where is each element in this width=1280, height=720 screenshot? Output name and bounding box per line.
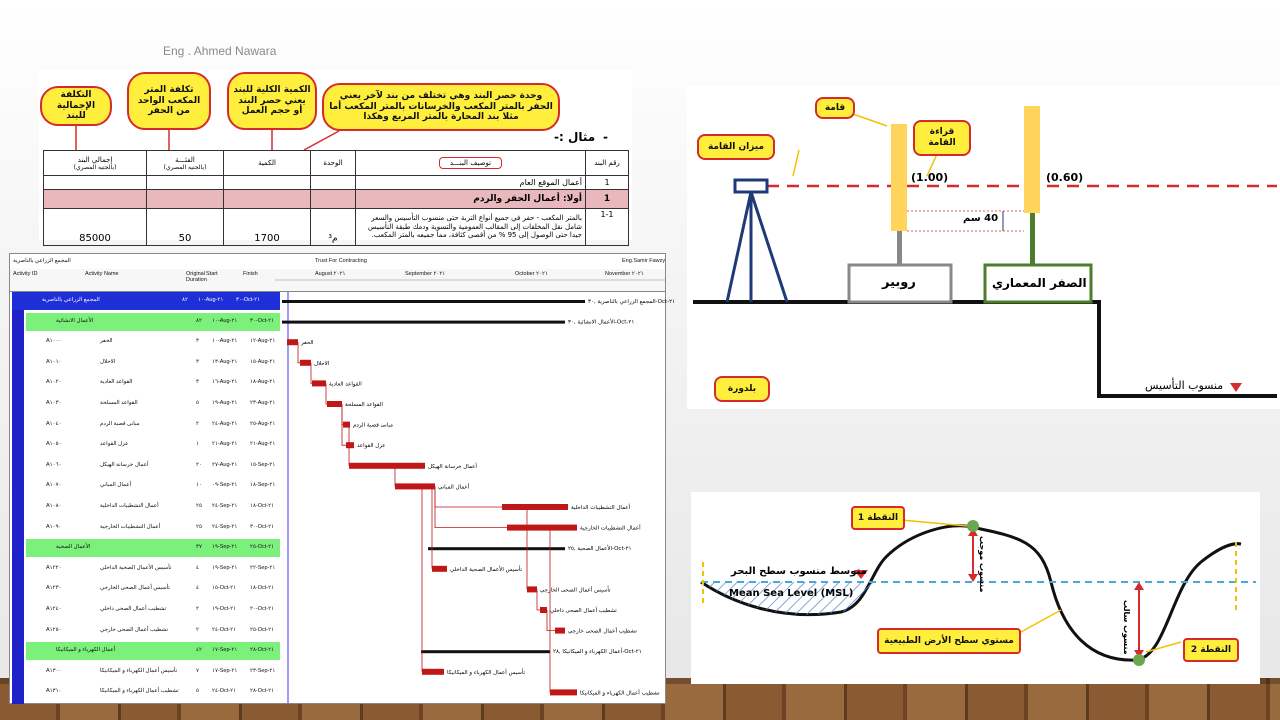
finish-date: ٢٣-Aug-٢١ bbox=[250, 400, 276, 406]
activity-id: A١٠٩٠ bbox=[46, 523, 62, 530]
author-caption: Eng . Ahmed Nawara bbox=[163, 44, 277, 58]
activity-id: A١٢٥٠ bbox=[46, 626, 62, 633]
task-bar bbox=[300, 360, 311, 366]
boq-panel bbox=[39, 70, 632, 244]
gantt-wbs-row[interactable] bbox=[26, 313, 280, 331]
gantt-task-row[interactable] bbox=[26, 663, 280, 681]
cell-total: 85000 bbox=[44, 209, 147, 246]
finish-date: ٣٠-Oct-٢١ bbox=[236, 297, 261, 303]
finish-date: ١٥-Sep-٢١ bbox=[250, 461, 276, 468]
finish-date: ١٨-Aug-٢١ bbox=[250, 379, 276, 386]
label-staff-reading: قراءة القامة bbox=[913, 120, 971, 156]
duration: ٣ bbox=[196, 338, 199, 345]
finish-date: ١٨-Oct-٢١ bbox=[250, 503, 275, 509]
finish-date: ٢٢-Sep-٢١ bbox=[250, 564, 276, 571]
col-price: الفئـــة (بالجنيه المصري) bbox=[147, 151, 224, 176]
duration: ٣٧ bbox=[196, 544, 202, 551]
label-point-2: النقطة 2 bbox=[1183, 638, 1239, 662]
leveling-diagram bbox=[687, 86, 1280, 409]
start-date: ١٣-Aug-٢١ bbox=[212, 358, 238, 365]
duration: ٢٥ bbox=[196, 523, 202, 530]
label-msl-en: Mean Sea Level (MSL) bbox=[729, 588, 854, 599]
bar-label: الأعمال الصحية ,٢٥-Oct-٢١ bbox=[568, 546, 632, 553]
activity-name: القواعد المسلحة bbox=[100, 400, 138, 406]
summary-bar bbox=[428, 547, 565, 550]
col-qty: الكمية bbox=[224, 151, 311, 176]
dependency-line bbox=[311, 363, 312, 384]
bar-label: مبانى قصبة الردم bbox=[353, 422, 393, 429]
bar-label: الأعمال الانشائية ,٣٠-Oct-٢١ bbox=[568, 319, 635, 326]
finish-date: ٢٥-Oct-٢١ bbox=[250, 626, 275, 633]
label-rubber: روبير bbox=[882, 275, 916, 290]
gantt-wbs-row[interactable] bbox=[26, 642, 280, 660]
gantt-wbs-row[interactable] bbox=[12, 292, 280, 310]
level-instrument-icon bbox=[727, 180, 787, 302]
task-bar bbox=[540, 607, 547, 613]
start-date: ١٧-Sep-٢١ bbox=[212, 667, 238, 674]
activity-name: أعمال التشطيبات الخارجية bbox=[100, 523, 161, 530]
duration: ٥ bbox=[196, 400, 199, 406]
diff-label: 40 سم bbox=[963, 213, 999, 224]
gantt-task-row[interactable] bbox=[26, 354, 280, 372]
leveling-panel bbox=[687, 86, 1280, 409]
start-date: ٢٤-Sep-٢١ bbox=[212, 503, 238, 509]
label-foundation: منسوب التأسيس bbox=[1145, 379, 1224, 392]
activity-id: الأعمال الصحية bbox=[56, 544, 91, 551]
summary-bar bbox=[421, 650, 550, 653]
finish-date: ٢٨-Oct-٢١ bbox=[250, 688, 275, 695]
finish-date: ١٨-Sep-٢١ bbox=[250, 482, 276, 489]
point-2-marker bbox=[1133, 654, 1145, 666]
start-date: ١٩-Oct-٢١ bbox=[212, 606, 237, 612]
gantt-task-row[interactable] bbox=[26, 477, 280, 495]
msl-panel bbox=[691, 492, 1260, 684]
activity-id: A١٣٠٠ bbox=[46, 667, 62, 674]
task-bar bbox=[327, 401, 342, 407]
timescale: August ٢٠٢١ September ٢٠٢١ October ٢٠٢١ November ٢٠٢١ bbox=[315, 271, 644, 277]
start-date: ٠٩-Sep-٢١ bbox=[212, 482, 238, 489]
task-bar bbox=[527, 586, 537, 592]
duration: ٢٠ bbox=[196, 461, 202, 468]
bar-label: الاحلال bbox=[314, 360, 330, 367]
start-date: ٢١-Aug-٢١ bbox=[212, 441, 238, 448]
activity-name: الاحلال bbox=[100, 358, 116, 365]
activity-name: تشطيب أعمال الصحى خارجي bbox=[100, 626, 169, 633]
activity-name: تأسيس أعمال الكهرباء و الميكانيكا bbox=[100, 667, 178, 674]
start-date: ١٩-Sep-٢١ bbox=[212, 564, 238, 571]
reading-2: (0.60) bbox=[1046, 171, 1084, 184]
duration: ١٠ bbox=[196, 482, 202, 489]
cell-no: 1-1 bbox=[586, 209, 629, 246]
activity-id: A١٠٣٠ bbox=[46, 400, 62, 406]
start-date: ١٠-Aug-٢١ bbox=[198, 297, 224, 303]
bubble-unit: وحدة حصر البند وهي تختلف من بند لآخر يعني الحفر بالمتر المكعب والخرسانات بالمتر المكعب أما مثلا بند المحارة بالمتر المربع وهكذا bbox=[322, 83, 560, 131]
label-staff: قامة bbox=[815, 97, 855, 119]
finish-date: ١٢-Aug-٢١ bbox=[250, 338, 276, 345]
gantt-task-row[interactable] bbox=[26, 457, 280, 475]
start-date: ١٧-Sep-٢١ bbox=[212, 647, 238, 654]
duration: ٥ bbox=[196, 688, 199, 695]
label-positive: منسوب موجب bbox=[978, 536, 987, 593]
task-bar bbox=[287, 339, 298, 345]
gantt-task-row[interactable] bbox=[26, 498, 280, 516]
duration: ٣ bbox=[196, 379, 199, 386]
finish-date: ٢٥-Aug-٢١ bbox=[250, 420, 276, 427]
gantt-outline-bar bbox=[12, 292, 24, 704]
bar-label: تشطيب أعمال الصحى داخلي bbox=[550, 608, 617, 614]
cell-qty: 1700 bbox=[224, 209, 311, 246]
label-baldora: بلدورة bbox=[714, 376, 770, 402]
bar-label: المجمع الزراعي بالناصرية ,٣٠-Oct-٢١ bbox=[588, 299, 676, 305]
finish-date: ٢٣-Sep-٢١ bbox=[250, 667, 276, 674]
label-level-instrument: ميزان القامة bbox=[697, 134, 775, 160]
start-date: ١٠-Aug-٢١ bbox=[212, 338, 238, 345]
task-bar bbox=[422, 669, 444, 675]
finish-date: ١٨-Oct-٢١ bbox=[250, 585, 275, 592]
bubble-total-cost: التكلفة الإجمالية للبند bbox=[40, 86, 112, 126]
dependency-line bbox=[298, 342, 300, 363]
staff-rod-icon-2 bbox=[985, 106, 1091, 302]
activity-name: أعمال المباني bbox=[100, 482, 132, 489]
activity-id: A١٣١٠ bbox=[46, 688, 62, 695]
start-date: ٢٤-Aug-٢١ bbox=[212, 420, 238, 427]
activity-id: A١٢٣٠ bbox=[46, 585, 62, 592]
col-duration: Original Duration bbox=[186, 271, 207, 283]
activity-name: تأسيس الأعمال الصحية الداخلي bbox=[100, 564, 172, 571]
finish-date: ٢٨-Oct-٢١ bbox=[250, 647, 275, 654]
summary-bar bbox=[282, 321, 565, 324]
activity-name: عزل القواعد bbox=[100, 441, 129, 448]
activity-id: A١٠٠٠ bbox=[46, 338, 62, 345]
duration: ٣ bbox=[196, 358, 199, 365]
activity-id: A١٠٥٠ bbox=[46, 441, 62, 448]
finish-date: ٣٠-Oct-٢١ bbox=[250, 317, 275, 324]
bar-label: القواعد العادية bbox=[329, 381, 362, 388]
gantt-task-row[interactable] bbox=[26, 519, 280, 537]
duration: ٢ bbox=[196, 626, 199, 633]
bar-label: أعمال المباني bbox=[438, 484, 470, 491]
finish-date: ٢٠-Oct-٢١ bbox=[250, 606, 275, 612]
point-1-marker bbox=[967, 520, 979, 532]
dependency-line bbox=[432, 486, 435, 568]
start-date: ٢٤-Oct-٢١ bbox=[212, 626, 237, 633]
activity-id: A١٠٦٠ bbox=[46, 461, 62, 468]
dependency-line bbox=[326, 383, 327, 404]
label-point-1: النقطة 1 bbox=[851, 506, 905, 530]
activity-id: A١٠١٠ bbox=[46, 358, 62, 365]
gantt-header: المجمع الزراعي بالناصرية Trust For Contracting Eng.Samir Fawzy bbox=[10, 254, 665, 270]
start-date: ١٠-Aug-٢١ bbox=[212, 317, 238, 324]
finish-date: ٢١-Aug-٢١ bbox=[250, 441, 276, 448]
col-desc: توصيف البنـــد bbox=[356, 151, 586, 176]
dependency-line bbox=[422, 486, 435, 671]
duration: ٤ bbox=[196, 585, 199, 592]
bubble-quantity: الكمية الكلية للبند يعني حصر البند أو حجم العمل bbox=[227, 72, 317, 130]
duration: ٢ bbox=[196, 606, 199, 612]
start-date: ١٩-Sep-٢١ bbox=[212, 544, 238, 551]
duration: ٢٥ bbox=[196, 503, 202, 509]
col-activity-name: Activity Name bbox=[85, 271, 119, 277]
bar-label: تشطيب أعمال الكهرباء و الميكانيكا bbox=[580, 690, 660, 697]
task-bar bbox=[432, 566, 447, 572]
summary-bar bbox=[282, 300, 585, 303]
activity-id: A١٢٢٠ bbox=[46, 564, 62, 571]
start-date: ١٦-Aug-٢١ bbox=[212, 379, 238, 386]
col-activity-id: Activity ID bbox=[13, 271, 38, 277]
duration: ٤ bbox=[196, 564, 199, 571]
gantt-task-row[interactable] bbox=[26, 683, 280, 701]
activity-id: A١٢٤٠ bbox=[46, 606, 62, 612]
reading-1: (1.00) bbox=[911, 171, 949, 184]
start-date: ٢٧-Aug-٢١ bbox=[212, 461, 238, 468]
start-date: ١٥-Oct-٢١ bbox=[212, 585, 237, 592]
finish-date: ٢٥-Oct-٢١ bbox=[250, 544, 275, 551]
gantt-task-row[interactable] bbox=[26, 622, 280, 640]
bar-label: أعمال الكهرباء و الميكانيكا ,٢٨-Oct-٢١ bbox=[553, 649, 642, 656]
example-label: مثال :- bbox=[554, 130, 596, 144]
task-bar bbox=[312, 380, 326, 386]
duration: ٤٢ bbox=[196, 647, 202, 654]
duration: ٨٢ bbox=[182, 297, 188, 303]
row-general: أعمال الموقع العام bbox=[356, 176, 586, 190]
bar-label: الحفر bbox=[301, 340, 314, 347]
cell-unit: م³ bbox=[311, 209, 356, 246]
activity-id: أعمال الكهرباء و الميكانيكا bbox=[56, 647, 116, 654]
finish-date: ١٥-Aug-٢١ bbox=[250, 358, 276, 365]
activity-name: أعمال خرسانة الهيكل bbox=[100, 461, 149, 468]
row-section: أولا: أعمال الحفر والردم bbox=[356, 190, 586, 209]
gantt-task-row[interactable] bbox=[26, 333, 280, 351]
finish-date: ٣٠-Oct-٢١ bbox=[250, 523, 275, 530]
duration: ١ bbox=[196, 441, 199, 448]
gantt-task-row[interactable] bbox=[26, 601, 280, 619]
gantt-task-row[interactable] bbox=[26, 416, 280, 434]
task-bar bbox=[550, 689, 577, 695]
activity-name: مبانى قصبة الردم bbox=[100, 420, 140, 427]
duration: ٧ bbox=[196, 667, 199, 674]
label-msl-ar: متوسط منسوب سطح البحر bbox=[731, 566, 867, 577]
bar-label: تشطيب أعمال الصحى خارجي bbox=[568, 628, 637, 635]
start-date: ٢٤-Sep-٢١ bbox=[212, 523, 238, 530]
activity-name: تشطيب أعمال الكهرباء و الميكانيكا bbox=[100, 688, 179, 695]
label-ground: مستوي سطح الأرض الطبيعية bbox=[877, 628, 1021, 654]
bar-label: عزل القواعد bbox=[357, 443, 386, 450]
dependency-line bbox=[395, 466, 425, 487]
activity-id: A١٠٧٠ bbox=[46, 482, 62, 489]
gantt-task-row[interactable] bbox=[26, 395, 280, 413]
bar-label: تأسيس الأعمال الصحية الداخلي bbox=[450, 566, 523, 573]
col-finish: Finish bbox=[243, 271, 258, 277]
bar-label: أعمال خرسانة الهيكل bbox=[428, 463, 477, 470]
activity-name: تأسيس أعمال الصحى الخارجي bbox=[100, 585, 170, 592]
cell-desc: بالمتر المكعب - حفر في جميع أنواع التربة حتى منسوب التأسيس والسعر شامل نقل المخلفات إلى المقالب العمومية والتسوية ودمك طبقة التأسيس جيدا حتى الوصول إلى 95 % من أقصى كثافة، مما جميعه بالمتر المكعب. bbox=[356, 209, 586, 246]
bubble-unit-cost: تكلفة المتر المكعب الواحد من الحفر bbox=[127, 72, 211, 130]
activity-name: أعمال التشطيبات الداخلية bbox=[100, 503, 159, 509]
gantt-task-row[interactable] bbox=[26, 580, 280, 598]
task-bar bbox=[555, 628, 565, 634]
gantt-task-row[interactable] bbox=[26, 374, 280, 392]
bar-label: تأسيس أعمال الكهرباء و الميكانيكا bbox=[447, 669, 526, 676]
duration: ٢ bbox=[196, 420, 199, 427]
gantt-wbs-row[interactable] bbox=[26, 539, 280, 557]
start-date: ١٩-Aug-٢١ bbox=[212, 400, 238, 406]
activity-id: A١٠٢٠ bbox=[46, 379, 62, 386]
bar-label: تأسيس أعمال الصحى الخارجي bbox=[540, 587, 611, 594]
col-unit: الوحدة bbox=[311, 151, 356, 176]
bar-label: القواعد المسلحة bbox=[345, 402, 383, 408]
activity-id: A١٠٤٠ bbox=[46, 420, 62, 427]
gantt-panel bbox=[9, 253, 676, 704]
duration: ٨٢ bbox=[196, 317, 202, 324]
bar-label: أعمال التشطيبات الخارجية bbox=[580, 525, 641, 532]
example-dash: - bbox=[603, 130, 608, 144]
activity-id: المجمع الزراعي بالناصرية bbox=[42, 297, 100, 303]
activity-id: الأعمال الانشائية bbox=[56, 317, 94, 324]
activity-id: A١٠٨٠ bbox=[46, 503, 62, 509]
activity-name: القواعد العادية bbox=[100, 379, 133, 386]
start-date: ٢٤-Oct-٢١ bbox=[212, 688, 237, 695]
label-zero: الصفر المعماري bbox=[992, 276, 1087, 290]
activity-name: الحفر bbox=[100, 338, 113, 345]
gantt-task-row[interactable] bbox=[26, 560, 280, 578]
cell-price: 50 bbox=[147, 209, 224, 246]
col-no: رقم البند bbox=[586, 151, 629, 176]
boq-table: إجمالي البند (بالجنيه المصري) الفئـــة (بالجنيه المصري) الكمية الوحدة توصيف البنـــد رقم البند أعمال الموقع العام 1 أولا: أعمال الحفر والردم 1 85000 50 1700 م³ بالمتر المكعب - حفر في جميع أنواع التربة حتى منسوب التأسيس والسعر شامل نقل المخلفات إلى المقالب العمومية والتسوية ودمك طبقة التأسيس جيدا حتى الوصول إلى 95 % من أقصى كثافة، مما جميعه بالمتر المكعب. 1-1 bbox=[43, 150, 629, 246]
bar-label: أعمال التشطيبات الداخلية bbox=[571, 505, 631, 511]
col-start: Start bbox=[206, 271, 218, 277]
col-total: إجمالي البند (بالجنيه المصري) bbox=[44, 151, 147, 176]
task-bar bbox=[346, 442, 354, 448]
activity-name: تشطيب أعمال الصحى داخلي bbox=[100, 606, 167, 612]
label-negative: منسوب سالب bbox=[1122, 600, 1131, 655]
gantt-task-row[interactable] bbox=[26, 436, 280, 454]
